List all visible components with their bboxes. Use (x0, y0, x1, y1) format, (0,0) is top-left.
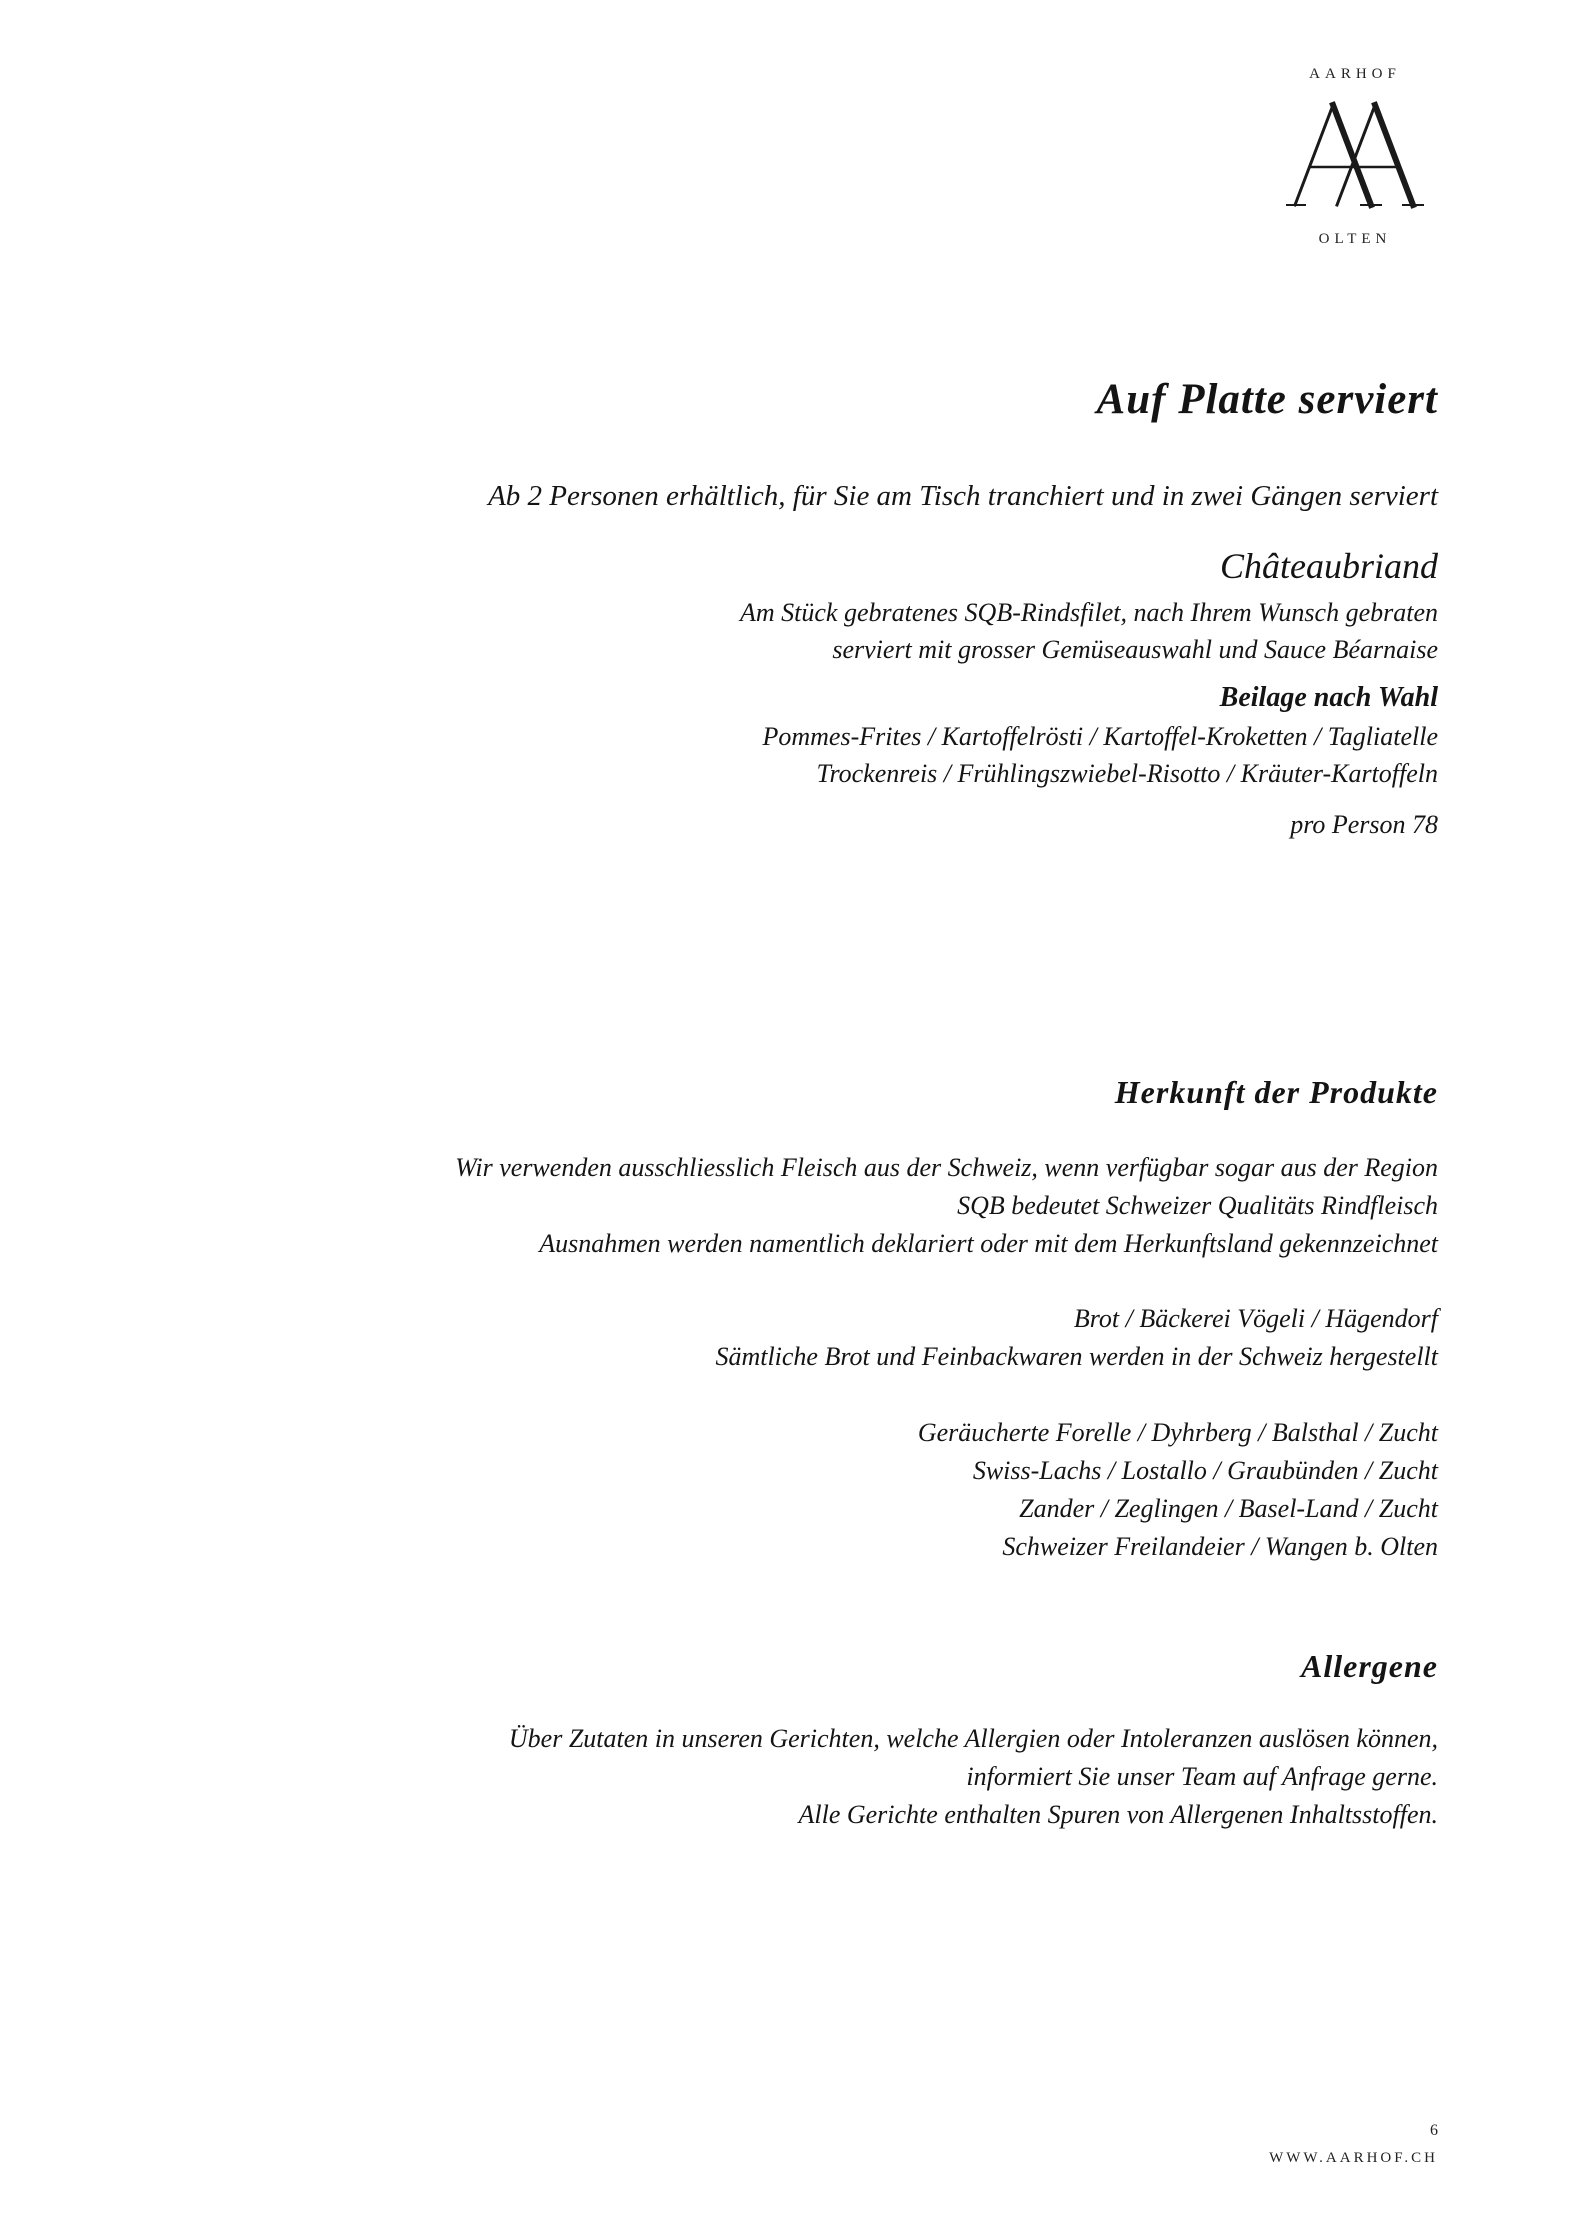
page-footer (1269, 2122, 1438, 2167)
allergens-line: Alle Gerichte enthalten Spuren von Allergenen Inhaltsstoffen. (798, 1800, 1438, 1829)
platter-subtitle: Ab 2 Personen erhältlich, für Sie am Tisch tranchiert und in zwei Gängen serviert (488, 480, 1438, 512)
sides-line: Trockenreis / Frühlingszwiebel-Risotto / Kräuter-Kartoffeln (816, 759, 1438, 788)
origin-meat-line: SQB bedeutet Schweizer Qualitäts Rindfleisch (957, 1191, 1438, 1220)
origin-bread-block (715, 1306, 1438, 1370)
dish-price: pro Person 78 (1290, 810, 1438, 839)
page-number: 6 (1430, 2122, 1438, 2139)
platter-title: Auf Platte serviert (1096, 376, 1438, 423)
origin-bread-line: Sämtliche Brot und Feinbackwaren werden in der Schweiz hergestellt (715, 1342, 1438, 1371)
allergens-line: informiert Sie unser Team auf Anfrage gerne. (966, 1762, 1438, 1791)
sides-line: Pommes-Frites / Kartoffelrösti / Kartoffel-Kroketten / Tagliatelle (762, 722, 1438, 751)
website-link[interactable]: WWW.AARHOF.CH (1269, 2150, 1438, 2166)
allergens-block (509, 1726, 1438, 1828)
origin-meat-line: Wir verwenden ausschliesslich Fleisch aus der Schweiz, wenn verfügbar sogar aus der Region (455, 1153, 1438, 1182)
origin-title: Herkunft der Produkte (1114, 1074, 1438, 1110)
origin-bread-line: Brot / Bäckerei Vögeli / Hägendorf (1073, 1304, 1438, 1333)
dish-block (1220, 548, 1438, 584)
origin-fish-line: Geräucherte Forelle / Dyhrberg / Balsthal / Zucht (917, 1418, 1438, 1447)
origin-fish-block (918, 1420, 1438, 1560)
section-title-origin (1115, 1076, 1438, 1108)
origin-meat-line: Ausnahmen werden namentlich deklariert oder mit dem Herkunftsland gekennzeichnet (539, 1229, 1438, 1258)
origin-fish-line: Schweizer Freilandeier / Wangen b. Olten (1002, 1532, 1438, 1561)
price-block (1290, 812, 1438, 838)
logo-bottom-text: OLTEN (1318, 231, 1392, 247)
origin-fish-line: Zander / Zeglingen / Basel-Land / Zucht (1019, 1494, 1438, 1523)
section-title-allergens (1301, 1650, 1438, 1682)
aarhof-logo (1270, 66, 1440, 248)
sides-block (763, 684, 1439, 787)
section-title-platter (1097, 378, 1438, 421)
logo-top-text: AARHOF (1309, 66, 1401, 82)
platter-subtitle-block (488, 482, 1438, 511)
dish-description-line: serviert mit grosser Gemüseauswahl und Sauce Béarnaise (832, 635, 1438, 664)
allergens-line: Über Zutaten in unseren Gerichten, welche Allergien oder Intoleranzen auslösen können, (508, 1724, 1438, 1753)
sides-heading: Beilage nach Wahl (1219, 682, 1438, 713)
origin-meat-block (455, 1155, 1438, 1257)
allergens-title: Allergene (1301, 1648, 1438, 1684)
dish-description-line: Am Stück gebratenes SQB-Rindsfilet, nach Ihrem Wunsch gebraten (740, 598, 1438, 627)
origin-fish-line: Swiss-Lachs / Lostallo / Graubünden / Zucht (972, 1456, 1438, 1485)
dish-description (740, 600, 1438, 663)
dish-name: Châteaubriand (1219, 546, 1438, 586)
aa-monogram-icon (1285, 101, 1425, 211)
